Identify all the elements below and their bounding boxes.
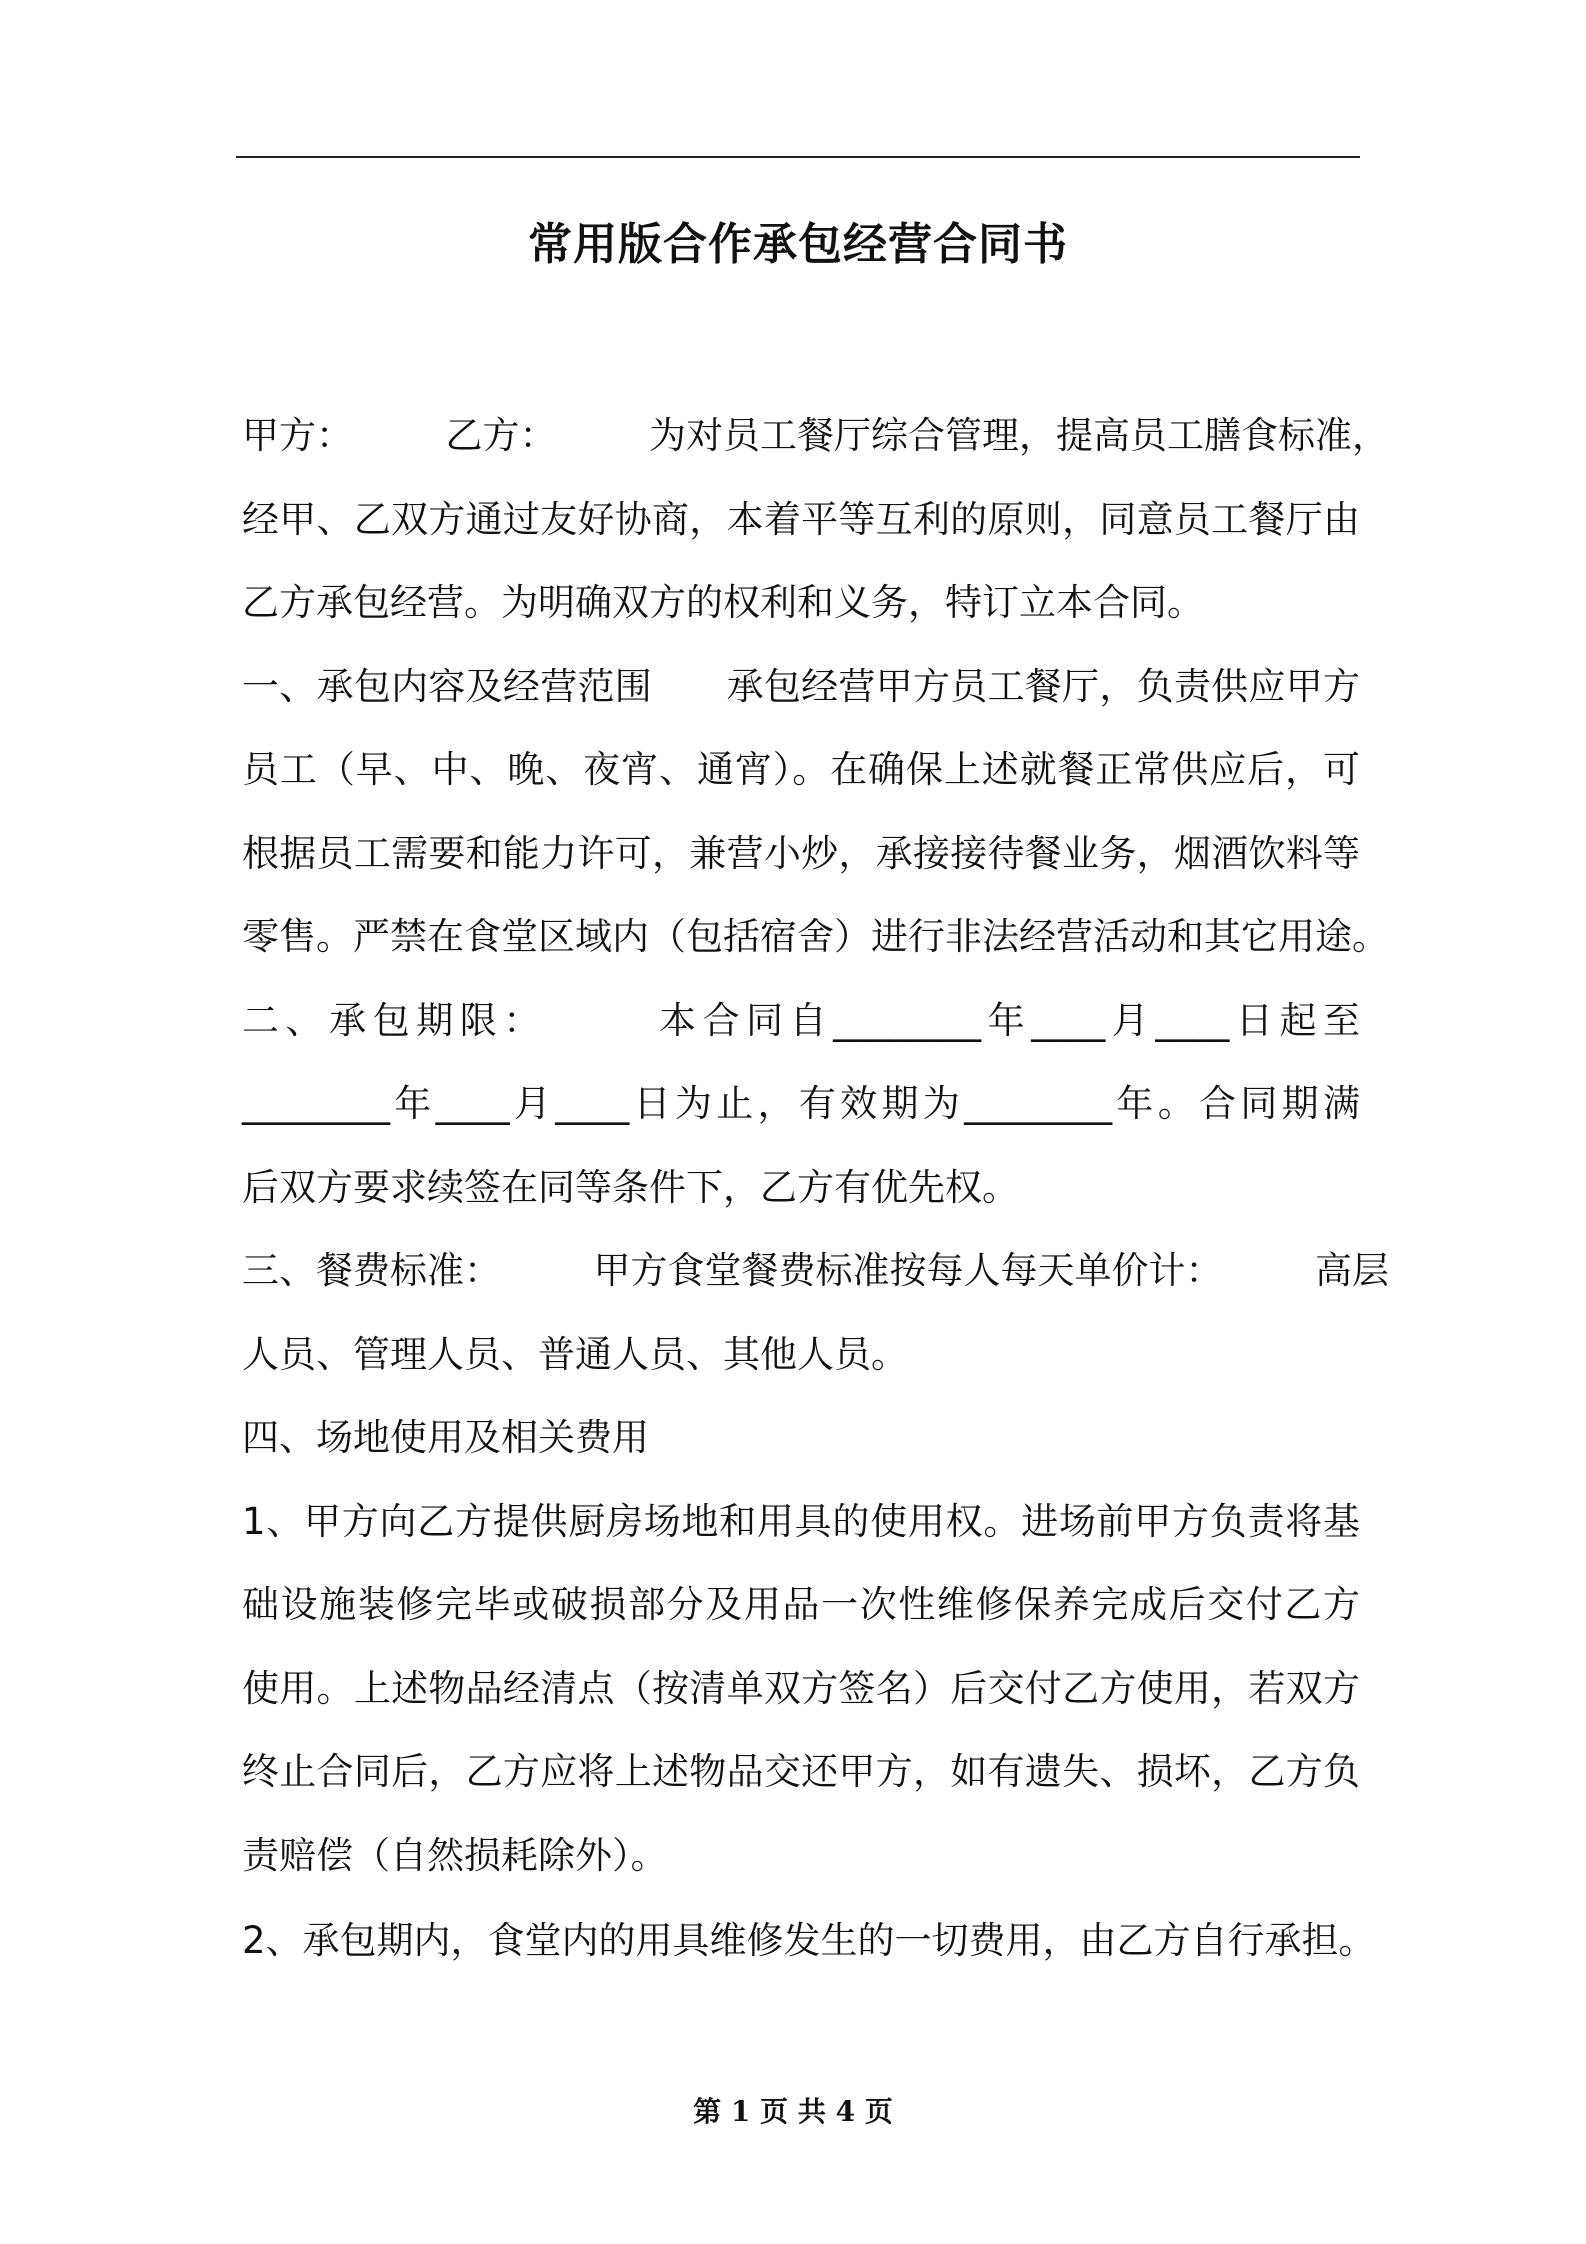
body-line: 零售。严禁在食堂区域内（包括宿舍）进行非法经营活动和其它用途。 bbox=[242, 915, 1389, 958]
document-body bbox=[242, 394, 1389, 1983]
body-line: 根据员工需要和能力许可，兼营小炒，承接接待餐业务，烟酒饮料等 bbox=[242, 831, 1360, 875]
body-line: 终止合同后，乙方应将上述物品交还甲方，如有遗失、损坏，乙方负 bbox=[242, 1750, 1360, 1793]
body-line: 础设施装修完毕或破损部分及用品一次性维修保养完成后交付乙方 bbox=[242, 1583, 1360, 1626]
document-title: 常用版合作承包经营合同书 bbox=[528, 219, 1068, 270]
section-heading: 四、场地使用及相关费用 bbox=[242, 1416, 649, 1459]
body-line: ________年____月____日为止，有效期为________年。合同期满 bbox=[242, 1082, 1360, 1125]
body-line: 人员、管理人员、普通人员、其他人员。 bbox=[242, 1332, 908, 1376]
body-line: 员工（早、中、晚、夜宵、通宵）。在确保上述就餐正常供应后，可 bbox=[242, 748, 1360, 791]
body-line: 一、承包内容及经营范围 承包经营甲方员工餐厅，负责供应甲方 bbox=[242, 664, 1360, 708]
body-line: 1、甲方向乙方提供厨房场地和用具的使用权。进场前甲方负责将基 bbox=[242, 1499, 1360, 1543]
body-line: 使用。上述物品经清点（按清单双方签名）后交付乙方使用，若双方 bbox=[242, 1666, 1360, 1710]
body-line: 乙方承包经营。为明确双方的权利和义务，特订立本合同。 bbox=[242, 581, 1204, 624]
body-line: 经甲、乙双方通过友好协商，本着平等互利的原则，同意员工餐厅由 bbox=[242, 497, 1360, 541]
header-rule bbox=[236, 156, 1360, 158]
body-line: 责赔偿（自然损耗除外）。 bbox=[242, 1833, 668, 1877]
body-line: 二、承包期限： 本合同自________年____月____日起至 bbox=[242, 998, 1360, 1042]
body-line: 后双方要求续签在同等条件下，乙方有优先权。 bbox=[242, 1165, 1019, 1209]
body-line: 2、承包期内，食堂内的用具维修发生的一切费用，由乙方自行承担。 bbox=[242, 1919, 1376, 1962]
page-number: 第 1 页 共 4 页 bbox=[693, 2095, 893, 2128]
body-line: 三、餐费标准： 甲方食堂餐费标准按每人每天单价计： 高层 bbox=[242, 1249, 1389, 1292]
body-line: 甲方： 乙方： 为对员工餐厅综合管理，提高员工膳食标准， bbox=[242, 414, 1389, 457]
